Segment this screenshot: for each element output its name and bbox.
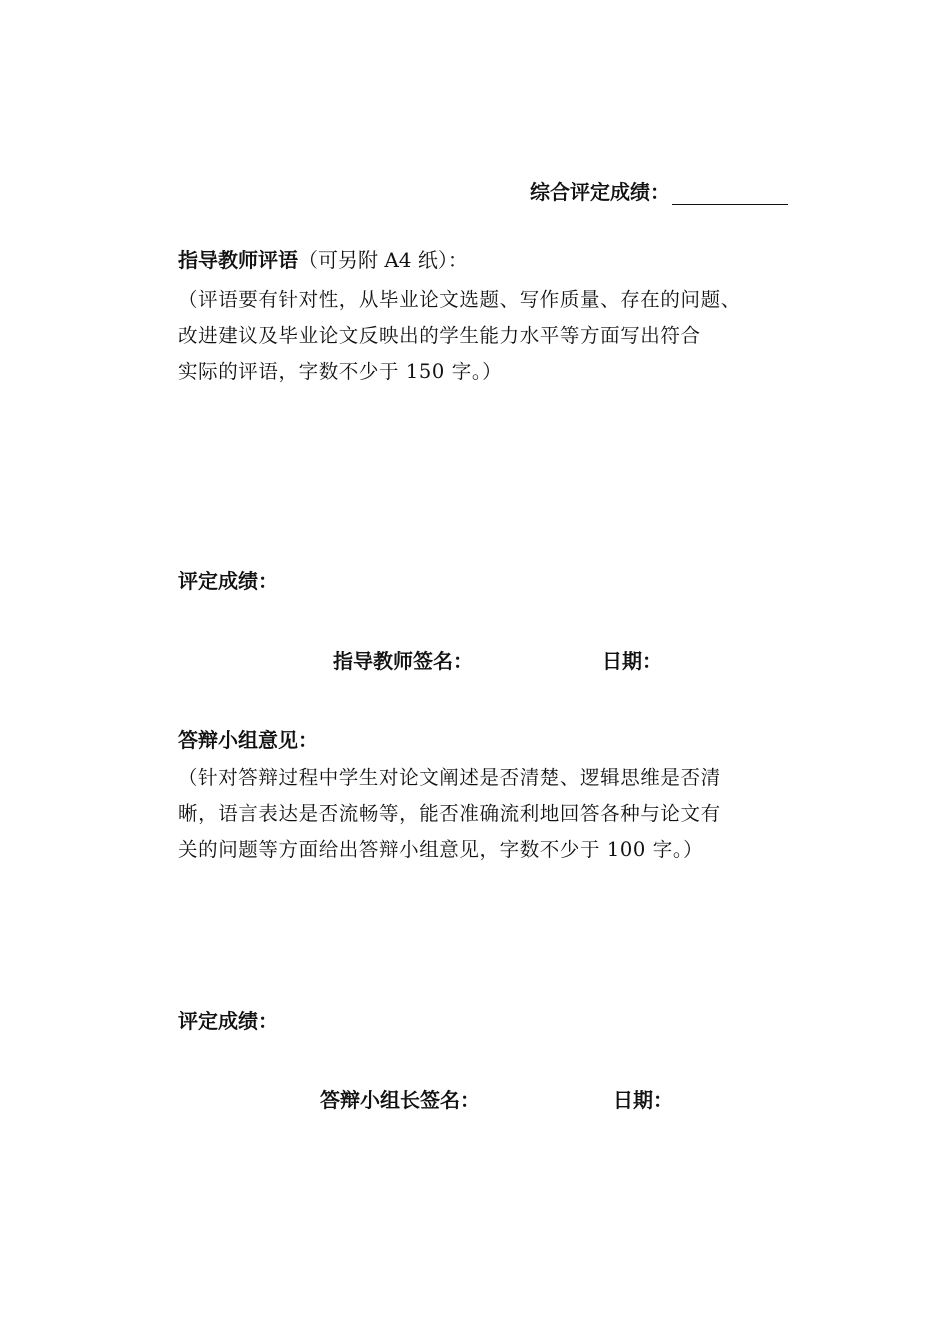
defense-grade-label: 评定成绩：	[178, 1009, 278, 1033]
defense-instruction-line: 关的问题等方面给出答辩小组意见，字数不少于 100 字。）	[178, 838, 704, 861]
advisor-instruction-line: 实际的评语，字数不少于 150 字。）	[178, 360, 503, 383]
defense-signature-label: 答辩小组长签名：	[320, 1088, 480, 1112]
defense-date-label: 日期：	[613, 1088, 673, 1112]
overall-grade-field[interactable]	[672, 184, 788, 205]
advisor-instruction-line: 改进建议及毕业论文反映出的学生能力水平等方面写出符合	[178, 324, 701, 347]
advisor-heading-title: 指导教师评语	[178, 248, 298, 272]
advisor-instructions	[178, 282, 788, 390]
advisor-date-label: 日期：	[602, 649, 662, 673]
advisor-heading-note: （可另附 A4 纸）：	[298, 248, 468, 272]
advisor-comments-heading	[178, 244, 468, 273]
overall-grade-row	[530, 176, 788, 205]
advisor-grade-label: 评定成绩：	[178, 569, 278, 593]
defense-instruction-line: （针对答辩过程中学生对论文阐述是否清楚、逻辑思维是否清	[178, 766, 721, 789]
defense-opinion-heading: 答辩小组意见：	[178, 728, 318, 752]
defense-instruction-line: 晰，语言表达是否流畅等，能否准确流利地回答各种与论文有	[178, 802, 721, 825]
overall-grade-label: 综合评定成绩：	[530, 180, 670, 204]
defense-instructions	[178, 760, 788, 868]
advisor-instruction-line: （评语要有针对性，从毕业论文选题、写作质量、存在的问题、	[178, 288, 741, 311]
advisor-signature-label: 指导教师签名：	[333, 649, 473, 673]
